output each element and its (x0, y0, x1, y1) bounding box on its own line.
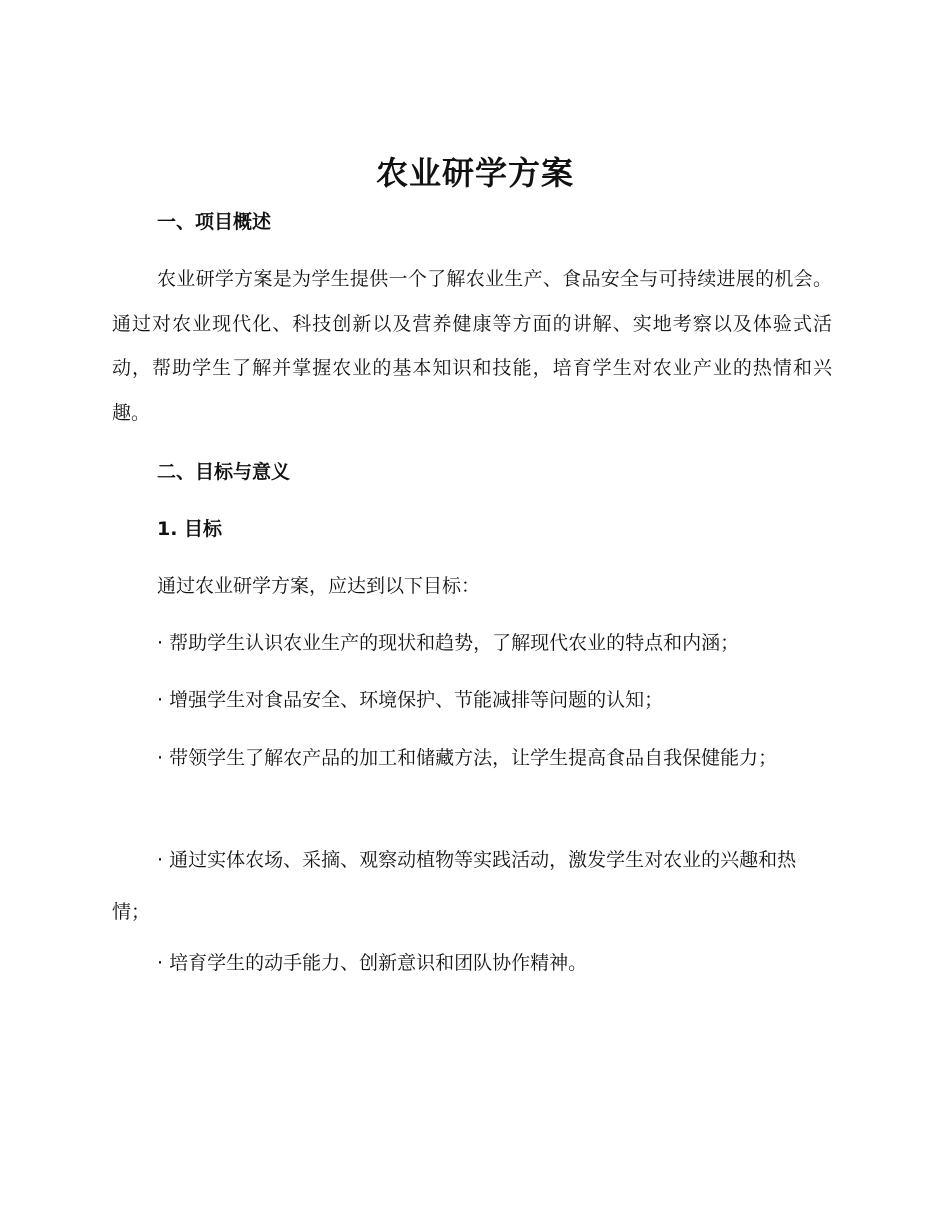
section-heading-goals: 二、目标与意义 (157, 461, 291, 483)
goal-bullet-2: · 增强学生对食品安全、环境保护、节能减排等问题的认知； (157, 689, 664, 711)
goal-bullet-3: · 带领学生了解农产品的加工和储藏方法，让学生提高食品自我保健能力； (157, 747, 778, 769)
goal-bullet-4: · 通过实体农场、采摘、观察动植物等实践活动，激发学生对农业的兴趣和热情； (112, 849, 797, 923)
section-heading-overview: 一、项目概述 (157, 211, 272, 233)
overview-paragraph: 农业研学方案是为学生提供一个了解农业生产、食品安全与可持续进展的机会。通过对农业现代化、科技创新以及营养健康等方面的讲解、实地考察以及体验式活动，帮助学生了解并掌握农业的基本知识和技能，培育学生对农业产业的热情和兴趣。 (112, 268, 832, 424)
subheading-goals: 1. 目标 (157, 518, 223, 540)
goals-intro: 通过农业研学方案，应达到以下目标： (157, 575, 481, 597)
document-title: 农业研学方案 (375, 154, 574, 192)
goal-bullet-5: · 培育学生的动手能力、创新意识和团队协作精神。 (157, 952, 588, 974)
goal-bullet-1: · 帮助学生认识农业生产的现状和趋势，了解现代农业的特点和内涵； (157, 632, 740, 654)
